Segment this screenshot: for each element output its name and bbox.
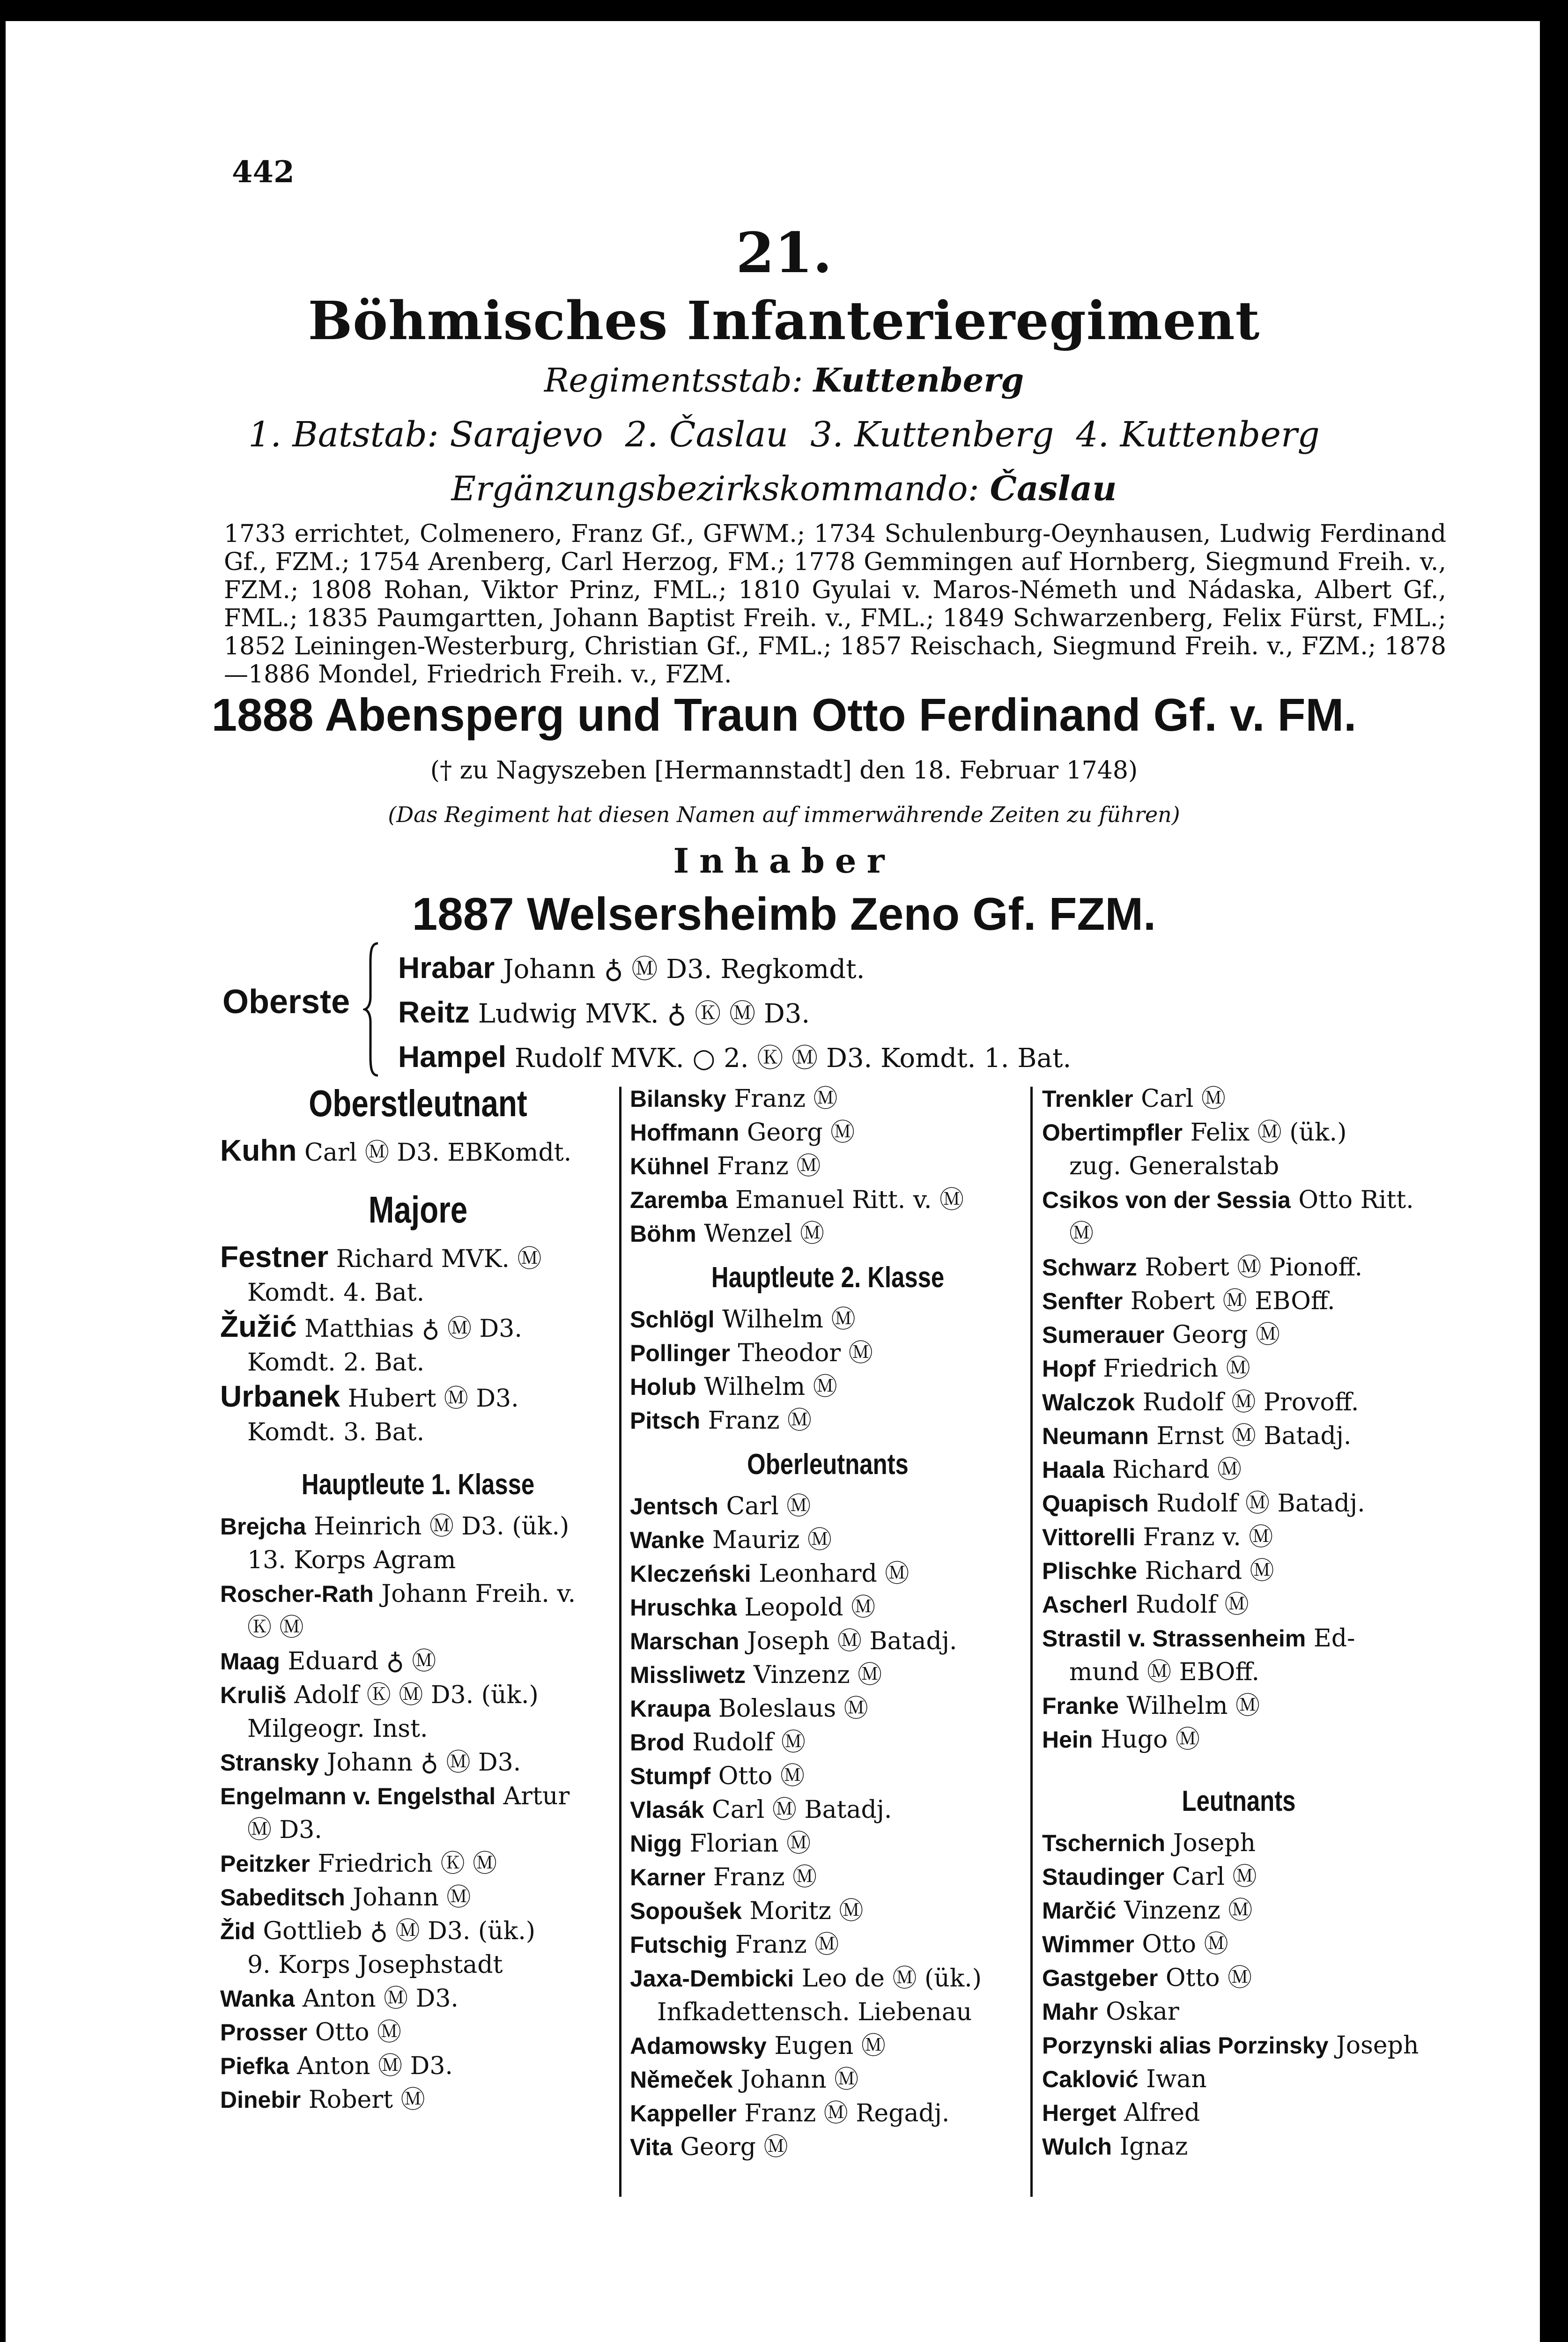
- officer-details: Franz Ⓜ: [735, 1931, 839, 1959]
- officer-name: Neumann: [1042, 1423, 1149, 1449]
- page-number: 442: [232, 155, 295, 190]
- list-item: [1042, 1284, 1435, 1318]
- list-item-continuation: 13. Korps Agram: [247, 1546, 456, 1574]
- officer-name: Wanke: [630, 1527, 705, 1553]
- officer-name: Tschernich: [1042, 1830, 1166, 1856]
- officer-name: Böhm: [630, 1221, 696, 1247]
- list-item: [1042, 1860, 1435, 1894]
- list-item: [1042, 1352, 1435, 1386]
- oberstleutnant-heading: Oberstleutnant: [309, 1082, 527, 1124]
- list-item: [630, 1490, 1026, 1523]
- list-item: [1042, 2096, 1435, 2130]
- officer-name: Vittorelli: [1042, 1524, 1136, 1550]
- officer-name: Adamowsky: [630, 2033, 767, 2059]
- officer-name: Haala: [1042, 1457, 1105, 1483]
- officer-details: Georg Ⓜ: [1172, 1321, 1280, 1349]
- officer-name: Roscher-Rath: [220, 1581, 374, 1607]
- list-item: [1042, 1995, 1435, 2029]
- officer-name: Urbanek: [220, 1379, 340, 1413]
- name-holder: 1888 Abensperg und Traun Otto Ferdinand Gf. v. FM.: [211, 689, 1357, 741]
- list-item: [630, 1962, 1026, 1995]
- list-item: [630, 1557, 1026, 1591]
- officer-name: Franke: [1042, 1693, 1119, 1719]
- list-item: [1042, 1588, 1435, 1622]
- officer-details: Rudolf Ⓜ Provoff.: [1142, 1388, 1359, 1416]
- officer-name: Engelmann v. Engelsthal: [220, 1783, 496, 1809]
- officer-name: Quapisch: [1042, 1490, 1149, 1517]
- column-divider: [619, 1087, 621, 2197]
- column-3: [1042, 1082, 1435, 2164]
- majore-heading: Majore: [368, 1189, 468, 1230]
- list-item: [630, 1894, 1026, 1928]
- batstab-2: 2. Časlau: [625, 415, 789, 455]
- list-item: [1042, 1622, 1435, 1655]
- officer-details: Otto Ⓜ: [315, 2018, 402, 2046]
- list-item: [1042, 1520, 1435, 1554]
- officer-details: Anton Ⓜ D3.: [302, 1985, 459, 2013]
- officer-name: Schlögl: [630, 1306, 715, 1333]
- list-item: [630, 1082, 1026, 1116]
- list-item: [220, 1510, 616, 1543]
- officer-name: Jentsch: [630, 1493, 718, 1519]
- officer-name: Obertimpfler: [1042, 1119, 1183, 1146]
- oberleutnants-heading: Oberleutnants: [747, 1448, 909, 1481]
- officer-name: Gastgeber: [1042, 1965, 1158, 1991]
- officer-details: Ignaz: [1119, 2133, 1188, 2161]
- list-item: [220, 1746, 616, 1779]
- list-item: [630, 1759, 1026, 1793]
- officer-name: Schwarz: [1042, 1254, 1137, 1281]
- name-note: (Das Regiment hat diesen Namen auf immerwährende Zeiten zu führen): [388, 802, 1180, 827]
- officer-details: Carl Ⓜ D3. EBKomdt.: [304, 1139, 572, 1167]
- officer-name: Kleczeński: [630, 1561, 751, 1587]
- officer-details: Friedrich Ⓜ: [1103, 1355, 1250, 1383]
- officer-details: Hubert Ⓜ D3.: [348, 1385, 519, 1413]
- list-item-continuation: Ⓚ Ⓜ: [247, 1614, 304, 1642]
- list-item: [630, 1303, 1026, 1336]
- list-item-continuation: mund Ⓜ EBOff.: [1069, 1658, 1260, 1686]
- list-item: [630, 1827, 1026, 1860]
- list-item: [220, 1847, 616, 1881]
- oberst-rest: Johann ♁ Ⓜ D3. Regkomdt.: [503, 954, 865, 985]
- list-item: [220, 1310, 616, 1346]
- list-item: [1042, 1386, 1435, 1419]
- officer-details: Ed-: [1313, 1624, 1355, 1653]
- officer-details: Otto Ⓜ: [718, 1762, 805, 1790]
- officer-details: Franz v. Ⓜ: [1143, 1523, 1273, 1551]
- list-item: [220, 1881, 616, 1914]
- list-item: [630, 2029, 1026, 2063]
- batstab-line: [0, 415, 1568, 455]
- officer-details: Vinzenz Ⓜ: [1124, 1897, 1253, 1925]
- list-item: [630, 2063, 1026, 2097]
- officer-name: Nigg: [630, 1831, 682, 1857]
- list-item: [220, 1645, 616, 1678]
- officer-details: Joseph: [1173, 1829, 1256, 1857]
- brace-icon: [363, 941, 382, 1077]
- officer-details: Georg Ⓜ: [747, 1119, 855, 1147]
- officer-details: Carl Ⓜ: [1141, 1085, 1226, 1113]
- officer-details: Johann Freih. v.: [381, 1580, 576, 1608]
- officer-name: Missliwetz: [630, 1662, 746, 1688]
- officer-name: Staudinger: [1042, 1864, 1165, 1890]
- officer-name: Kuhn: [220, 1134, 297, 1167]
- officer-name: Stransky: [220, 1749, 319, 1776]
- officer-details: Johann Ⓜ: [740, 2066, 859, 2094]
- officer-details: Otto Ⓜ: [1165, 1964, 1252, 1992]
- column-divider: [1030, 1087, 1033, 2197]
- list-item: [630, 1523, 1026, 1557]
- officer-details: Friedrich Ⓚ Ⓜ: [318, 1850, 497, 1878]
- officer-details: Franz Ⓜ Regadj.: [744, 2099, 950, 2127]
- officer-details: Robert Ⓜ: [308, 2086, 425, 2114]
- list-item: [630, 2097, 1026, 2130]
- officer-details: Boleslaus Ⓜ: [718, 1695, 868, 1723]
- hauptleute2-heading: Hauptleute 2. Klasse: [711, 1261, 945, 1294]
- list-item: [220, 1379, 616, 1416]
- officer-details: Wilhelm Ⓜ: [1126, 1692, 1260, 1720]
- officer-name: Zaremba: [630, 1187, 728, 1213]
- list-item: [1042, 1961, 1435, 1995]
- officer-details: Gottlieb ♁ Ⓜ D3. (ük.): [263, 1917, 536, 1945]
- officer-name: Dinebir: [220, 2087, 301, 2113]
- officer-name: Wimmer: [1042, 1931, 1134, 1957]
- batstab-label: 1. Batstab:: [248, 415, 439, 455]
- officer-name: Hoffmann: [630, 1119, 740, 1146]
- officer-name: Wulch: [1042, 2134, 1112, 2160]
- list-item: [220, 2016, 616, 2049]
- officer-name: Sopoušek: [630, 1898, 742, 1924]
- list-item-continuation: Ⓜ: [1069, 1220, 1094, 1248]
- history-paragraph: 1733 errichtet, Colmenero, Franz Gf., GFWM.; 1734 Schulenburg-Oeynhausen, Ludwig Ferdinand Gf., FZM.; 1754 Arenberg, Carl Herzog, FM.; 1778 Gemmingen auf Hornberg, Siegmund Freih. v., FZM.; 1808 Rohan, Viktor Prinz, FML.; 1810 Gyulai v. Maros-Németh und Nádaska, Albert Gf., FML.; 1835 Paumgartten, Johann Baptist Freih. v., FML.; 1849 Schwarzenberg, Felix Fürst, FML.; 1852 Leiningen-Westerburg, Christian Gf., FML.; 1857 Reischach, Siegmund Freih. v., FZM.; 1878—1886 Mondel, Friedrich Freih. v., FZM.: [224, 520, 1446, 689]
- list-item: [220, 2049, 616, 2083]
- list-item: [630, 1860, 1026, 1894]
- officer-name: Plischke: [1042, 1558, 1137, 1584]
- inhaber-label: Inhaber: [673, 841, 895, 881]
- list-item: [220, 1577, 616, 1611]
- officer-name: Kühnel: [630, 1153, 710, 1179]
- officer-details: Franz Ⓜ: [713, 1863, 817, 1891]
- list-item: [630, 1149, 1026, 1183]
- oberste-label: Oberste: [222, 983, 350, 1021]
- officer-name: Jaxa-Dembicki: [630, 1965, 794, 1992]
- officer-name: Hein: [1042, 1727, 1093, 1753]
- officer-name: Wanka: [220, 1986, 295, 2012]
- list-item: [1042, 1554, 1435, 1588]
- officer-details: Johann ♁ Ⓜ D3.: [326, 1749, 521, 1777]
- officer-name: Hruschka: [630, 1594, 737, 1621]
- officer-details: Rudolf Ⓜ Batadj.: [1156, 1490, 1365, 1518]
- list-item: [220, 2083, 616, 2117]
- oberst-entry: [398, 949, 865, 986]
- ergaenzung-value: Časlau: [990, 468, 1117, 508]
- officer-details: Eugen Ⓜ: [774, 2032, 886, 2060]
- officer-details: Matthias ♁ Ⓜ D3.: [304, 1315, 522, 1343]
- officer-details: Rudolf Ⓜ: [1135, 1591, 1249, 1619]
- list-item-continuation: Infkadettensch. Liebenau: [657, 1998, 972, 2026]
- list-item: [220, 1678, 616, 1712]
- list-item: [630, 1404, 1026, 1438]
- list-item-continuation: Komdt. 3. Bat.: [247, 1418, 425, 1446]
- officer-details: Adolf Ⓚ Ⓜ D3. (ük.): [294, 1681, 539, 1709]
- officer-name: Kraupa: [630, 1696, 711, 1722]
- list-item: [1042, 1453, 1435, 1487]
- officer-details: Otto Ⓜ: [1142, 1930, 1228, 1958]
- death-note: († zu Nagyszeben [Hermannstadt] den 18. Februar 1748): [430, 756, 1138, 785]
- regiment-number: 21.: [736, 220, 832, 285]
- officer-name: Němeček: [630, 2067, 733, 2093]
- list-item: [1042, 1487, 1435, 1520]
- officer-details: Leopold Ⓜ: [744, 1593, 876, 1622]
- list-item: [1042, 1927, 1435, 1961]
- list-item: [630, 1183, 1026, 1217]
- regiment-title: Böhmisches Infanterieregiment: [308, 290, 1260, 352]
- list-item: [1042, 1826, 1435, 1860]
- list-item: [630, 1726, 1026, 1759]
- officer-name: Žid: [220, 1918, 255, 1944]
- officer-details: Moritz Ⓜ: [749, 1897, 864, 1925]
- oberst-rest: Rudolf MVK. ○ 2. Ⓚ Ⓜ D3. Komdt. 1. Bat.: [515, 1043, 1072, 1074]
- officer-name: Žužić: [220, 1310, 297, 1343]
- list-item: [630, 1217, 1026, 1251]
- list-item: [1042, 1251, 1435, 1284]
- list-item: [220, 1914, 616, 1948]
- officer-details: Eduard ♁ Ⓜ: [288, 1647, 436, 1675]
- officer-details: Ernst Ⓜ Batadj.: [1156, 1422, 1352, 1450]
- list-item: [1042, 1082, 1435, 1116]
- list-item: [630, 1624, 1026, 1658]
- officer-name: Walczok: [1042, 1389, 1135, 1416]
- ergaenzung-line: [0, 468, 1568, 508]
- list-item-continuation: Ⓜ D3.: [247, 1816, 322, 1844]
- officer-name: Vita: [630, 2134, 673, 2160]
- list-item: [630, 1370, 1026, 1404]
- regimentsstab-line: [0, 361, 1568, 400]
- officer-name: Marschan: [630, 1628, 740, 1654]
- list-item: [630, 1692, 1026, 1726]
- list-item: [630, 1116, 1026, 1149]
- column-1: [220, 1082, 616, 2117]
- officer-details: Richard MVK. Ⓜ: [336, 1245, 542, 1273]
- officer-details: Emanuel Ritt. v. Ⓜ: [735, 1186, 964, 1214]
- regimentsstab-value: Kuttenberg: [813, 361, 1024, 400]
- officer-name: Peitzker: [220, 1851, 310, 1877]
- oberst-name: Hrabar: [398, 951, 495, 985]
- officer-name: Pollinger: [630, 1340, 730, 1366]
- officer-details: Wilhelm Ⓜ: [704, 1373, 837, 1401]
- officer-details: Robert Ⓜ Pionoff.: [1145, 1253, 1363, 1282]
- officer-details: Joseph Ⓜ Batadj.: [747, 1627, 957, 1655]
- officer-details: Theodor Ⓜ: [738, 1339, 873, 1367]
- list-item: [220, 1982, 616, 2016]
- list-item: [1042, 1116, 1435, 1149]
- list-item: [220, 1779, 616, 1813]
- officer-name: Senfter: [1042, 1288, 1123, 1314]
- officer-details: Florian Ⓜ: [689, 1830, 811, 1858]
- officer-name: Mahr: [1042, 1999, 1098, 2025]
- officer-name: Ascherl: [1042, 1592, 1128, 1618]
- officer-name: Porzynski alias Porzinsky: [1042, 2032, 1329, 2059]
- column-2: [630, 1082, 1026, 2164]
- officer-details: Robert Ⓜ EBOff.: [1130, 1287, 1335, 1315]
- officer-details: Otto Ritt.: [1298, 1186, 1414, 1214]
- oberst-name: Hampel: [398, 1040, 507, 1074]
- oberst-name: Reitz: [398, 995, 470, 1029]
- officer-details: Franz Ⓜ: [717, 1152, 821, 1180]
- officer-name: Marčić: [1042, 1897, 1117, 1924]
- officer-name: Prosser: [220, 2019, 308, 2046]
- list-item-continuation: 9. Korps Josephstadt: [247, 1951, 503, 1979]
- officer-name: Holub: [630, 1374, 696, 1400]
- list-item: [1042, 2130, 1435, 2164]
- officer-details: Hugo Ⓜ: [1100, 1726, 1200, 1754]
- officer-name: Piefka: [220, 2053, 289, 2079]
- list-item: [220, 1240, 616, 1276]
- list-item: [220, 1134, 616, 1170]
- officer-details: Heinrich Ⓜ D3. (ük.): [313, 1512, 570, 1541]
- officer-name: Herget: [1042, 2100, 1117, 2126]
- officer-details: Mauriz Ⓜ: [712, 1526, 832, 1554]
- officer-name: Maag: [220, 1648, 280, 1675]
- officer-details: Carl Ⓜ: [726, 1492, 811, 1520]
- list-item: [630, 1928, 1026, 1962]
- list-item-continuation: Komdt. 4. Bat.: [247, 1279, 425, 1307]
- officer-name: Stumpf: [630, 1763, 711, 1789]
- regimentsstab-label: Regimentsstab:: [544, 361, 803, 400]
- officer-details: Georg Ⓜ: [680, 2133, 788, 2161]
- officer-name: Kruliš: [220, 1682, 287, 1708]
- officer-details: Leo de Ⓜ (ük.): [801, 1964, 982, 1993]
- list-item: [630, 1591, 1026, 1624]
- list-item: [630, 1793, 1026, 1827]
- batstab-4: 4. Kuttenberg: [1076, 415, 1320, 455]
- officer-name: Bilansky: [630, 1086, 726, 1112]
- list-item: [1042, 1183, 1435, 1217]
- list-item-continuation: Milgeogr. Inst.: [247, 1715, 428, 1743]
- list-item: [630, 1336, 1026, 1370]
- list-item: [1042, 1689, 1435, 1723]
- hauptleute1-heading: Hauptleute 1. Klasse: [301, 1468, 535, 1501]
- oberst-rest: Ludwig MVK. ♁ Ⓚ Ⓜ D3.: [478, 999, 810, 1029]
- officer-details: Wilhelm Ⓜ: [722, 1305, 856, 1334]
- officer-name: Pitsch: [630, 1408, 701, 1434]
- list-item: [630, 1658, 1026, 1692]
- officer-name: Trenkler: [1042, 1086, 1133, 1112]
- oberst-entry: [398, 1038, 1071, 1075]
- batstab-1: Sarajevo: [450, 415, 603, 455]
- officer-name: Sumerauer: [1042, 1322, 1165, 1348]
- officer-name: Brejcha: [220, 1513, 306, 1540]
- oberst-entry: [398, 993, 810, 1030]
- officer-details: Oskar: [1106, 1998, 1179, 2026]
- officer-name: Brod: [630, 1729, 685, 1756]
- officer-details: Carl Ⓜ Batadj.: [712, 1796, 892, 1824]
- batstab-3: 3. Kuttenberg: [810, 415, 1054, 455]
- officer-details: Artur: [503, 1782, 570, 1810]
- officer-details: Anton Ⓜ D3.: [296, 2052, 453, 2080]
- officer-details: Rudolf Ⓜ: [692, 1728, 806, 1756]
- officer-name: Hopf: [1042, 1356, 1095, 1382]
- officer-name: Kappeller: [630, 2100, 737, 2127]
- ergaenzung-label: Ergänzungsbezirkskommando:: [451, 469, 979, 508]
- officer-details: Wenzel Ⓜ: [704, 1220, 824, 1248]
- officer-details: Alfred: [1124, 2099, 1200, 2127]
- list-item: [630, 2130, 1026, 2164]
- officer-name: Festner: [220, 1240, 329, 1274]
- officer-details: Richard Ⓜ: [1112, 1456, 1242, 1484]
- officer-details: Johann Ⓜ: [353, 1883, 471, 1912]
- officer-name: Csikos von der Sessia: [1042, 1187, 1291, 1213]
- officer-details: Joseph: [1336, 2031, 1419, 2060]
- officer-name: Karner: [630, 1864, 706, 1890]
- list-item-continuation: Komdt. 2. Bat.: [247, 1349, 425, 1377]
- list-item: [1042, 1419, 1435, 1453]
- list-item: [1042, 1894, 1435, 1927]
- officer-name: Caklović: [1042, 2066, 1139, 2092]
- list-item: [1042, 2029, 1435, 2062]
- list-item: [1042, 2062, 1435, 2096]
- officer-details: Franz Ⓜ: [708, 1407, 812, 1435]
- officer-name: Futschig: [630, 1932, 728, 1958]
- officer-details: Vinzenz Ⓜ: [753, 1661, 882, 1689]
- officer-details: Franz Ⓜ: [734, 1085, 838, 1113]
- officer-details: Richard Ⓜ: [1145, 1557, 1274, 1585]
- inhaber-name: 1887 Welsersheimb Zeno Gf. FZM.: [412, 888, 1156, 940]
- officer-details: Iwan: [1146, 2065, 1207, 2093]
- list-item-continuation: zug. Generalstab: [1069, 1152, 1280, 1180]
- officer-details: Leonhard Ⓜ: [759, 1560, 910, 1588]
- leutnants-heading: Leutnants: [1182, 1785, 1296, 1817]
- officer-name: Vlasák: [630, 1797, 704, 1823]
- scan-border-top: [0, 0, 1568, 21]
- officer-name: Strastil v. Strassenheim: [1042, 1625, 1306, 1652]
- list-item: [1042, 1318, 1435, 1352]
- officer-name: Sabeditsch: [220, 1884, 345, 1911]
- officer-details: Carl Ⓜ: [1172, 1863, 1257, 1891]
- officer-details: Felix Ⓜ (ük.): [1190, 1119, 1347, 1147]
- list-item: [1042, 1723, 1435, 1756]
